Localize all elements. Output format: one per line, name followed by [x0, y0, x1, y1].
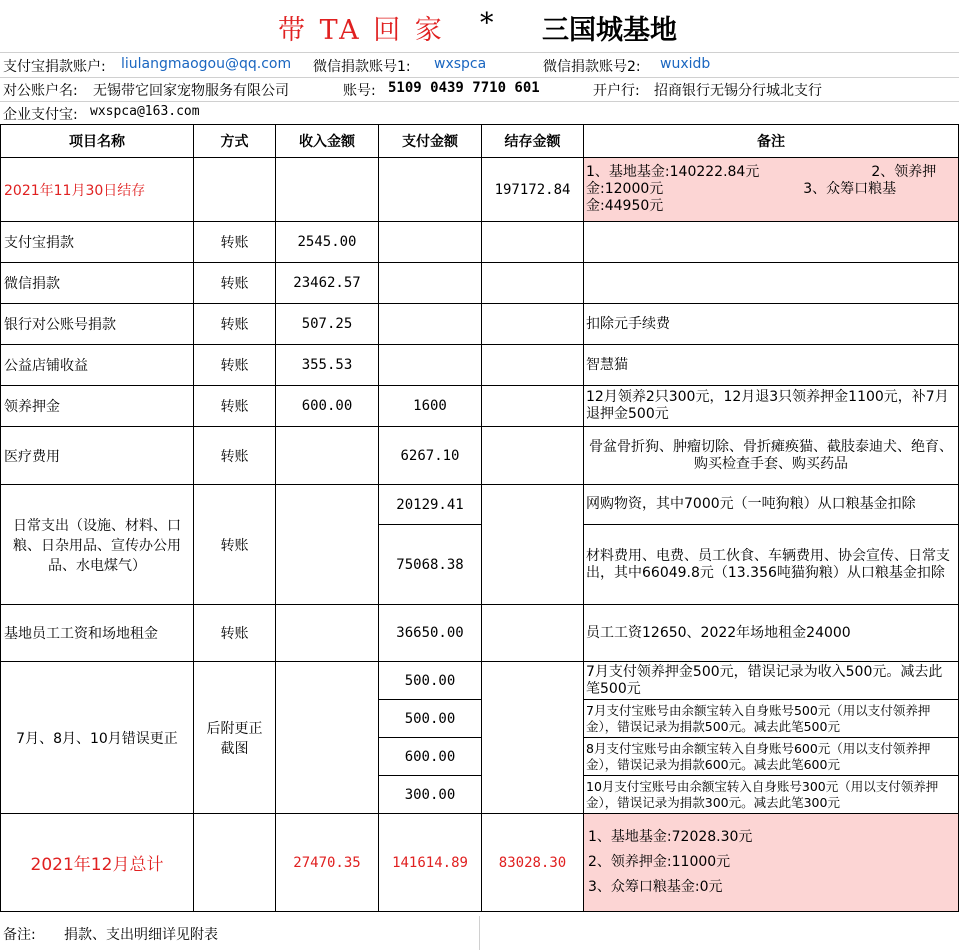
ent-alipay-account: wxspca@163.com — [90, 104, 200, 119]
table-row — [1, 605, 959, 662]
header-income: 收入金额 — [276, 125, 379, 158]
row-method: 转账 — [194, 485, 276, 605]
row-note: 7月支付宝账号由余额宝转入自身账号500元（用以支付领养押金），错误记录为捐款500元。减去此笔500元 — [584, 700, 959, 738]
finance-table — [0, 124, 959, 912]
carry-over-balance: 197172.84 — [482, 158, 584, 222]
alipay-label: 支付宝捐款账户: — [3, 59, 106, 75]
table-row — [1, 485, 959, 525]
table-row — [1, 427, 959, 485]
row-note: 材料费用、电费、员工伙食、车辆费用、协会宣传、日常支出，其中66049.8元（13.356吨猫狗粮）从口粮基金扣除 — [584, 525, 959, 605]
account-number: 5109 0439 7710 601 — [388, 80, 540, 96]
row-name: 银行对公账号捐款 — [1, 304, 194, 345]
row-method: 转账 — [194, 222, 276, 263]
title-bar — [0, 0, 959, 53]
bank-label: 开户行: — [593, 83, 640, 99]
total-note-line: 2、领养押金:11000元 — [588, 854, 731, 870]
total-note — [584, 814, 959, 912]
row-payment: 75068.38 — [379, 525, 482, 605]
header-note: 备注 — [584, 125, 959, 158]
divider — [479, 916, 480, 950]
row-method: 转账 — [194, 605, 276, 662]
row-note: 员工工资12650、2022年场地租金24000 — [584, 605, 959, 662]
header-item: 项目名称 — [1, 125, 194, 158]
row-note: 网购物资，其中7000元（一吨狗粮）从口粮基金扣除 — [584, 485, 959, 525]
footer-note — [0, 916, 959, 950]
row-name: 医疗费用 — [1, 427, 194, 485]
total-income: 27470.35 — [276, 814, 379, 912]
row-payment: 600.00 — [379, 738, 482, 776]
title-star: * — [480, 8, 494, 39]
header-payment: 支付金额 — [379, 125, 482, 158]
footer-text: 捐款、支出明细详见附表 — [64, 927, 218, 943]
row-method: 转账 — [194, 263, 276, 304]
row-note: 扣除元手续费 — [584, 304, 959, 345]
total-row — [1, 814, 959, 912]
row-method: 转账 — [194, 427, 276, 485]
bank-name: 招商银行无锡分行城北支行 — [654, 83, 822, 99]
carry-over-name: 2021年11月30日结存 — [1, 158, 194, 222]
row-payment: 6267.10 — [379, 427, 482, 485]
total-balance: 83028.30 — [482, 814, 584, 912]
table-row — [1, 386, 959, 427]
row-note: 7月支付领养押金500元，错误记录为收入500元。减去此笔500元 — [584, 662, 959, 700]
row-name: 支付宝捐款 — [1, 222, 194, 263]
carry-over-note: 1、基地基金:140222.84元 2、领养押金:12000元 3、众筹口粮基金:44950元 — [584, 158, 959, 222]
total-payment: 141614.89 — [379, 814, 482, 912]
footer-label: 备注: — [3, 927, 36, 943]
total-name: 2021年12月总计 — [1, 814, 194, 912]
table-row — [1, 263, 959, 304]
row-note: 8月支付宝账号由余额宝转入自身账号600元（用以支付领养押金），错误记录为捐款600元。减去此笔600元 — [584, 738, 959, 776]
table-header-row — [1, 125, 959, 158]
row-name: 基地员工工资和场地租金 — [1, 605, 194, 662]
row-name: 公益店铺收益 — [1, 345, 194, 386]
row-income: 355.53 — [276, 345, 379, 386]
donation-accounts-row — [0, 53, 959, 78]
row-method: 转账 — [194, 304, 276, 345]
row-income: 507.25 — [276, 304, 379, 345]
row-name: 微信捐款 — [1, 263, 194, 304]
row-method: 转账 — [194, 386, 276, 427]
alipay-account: liulangmaogou@qq.com — [121, 56, 292, 72]
table-row — [1, 304, 959, 345]
row-payment: 20129.41 — [379, 485, 482, 525]
row-method: 后附更正截图 — [194, 662, 276, 814]
row-payment: 36650.00 — [379, 605, 482, 662]
row-method: 转账 — [194, 345, 276, 386]
wechat2-label: 微信捐款账号2: — [543, 59, 641, 75]
wechat2-account: wuxidb — [660, 56, 711, 72]
row-note: 骨盆骨折狗、肿瘤切除、骨折瘫痪猫、截肢泰迪犬、绝育、购买检查手套、购买药品 — [584, 427, 959, 485]
row-income: 2545.00 — [276, 222, 379, 263]
header-method: 方式 — [194, 125, 276, 158]
row-payment: 500.00 — [379, 700, 482, 738]
row-payment: 500.00 — [379, 662, 482, 700]
row-payment: 300.00 — [379, 776, 482, 814]
table-row — [1, 222, 959, 263]
account-label: 账号: — [343, 83, 376, 99]
enterprise-alipay-row — [0, 101, 959, 125]
title-base: 三国城基地 — [542, 15, 677, 46]
row-note: 智慧猫 — [584, 345, 959, 386]
wechat1-account: wxspca — [434, 56, 487, 72]
table-row — [1, 345, 959, 386]
wechat1-label: 微信捐款账号1: — [313, 59, 411, 75]
table-row — [1, 662, 959, 700]
row-name: 日常支出（设施、材料、口粮、日杂用品、宣传办公用品、水电煤气） — [1, 485, 194, 605]
row-payment: 1600 — [379, 386, 482, 427]
row-name: 领养押金 — [1, 386, 194, 427]
row-name: 7月、8月、10月错误更正 — [1, 662, 194, 814]
corporate-account-row — [0, 77, 959, 102]
ent-alipay-label: 企业支付宝: — [3, 107, 78, 123]
table-row — [1, 158, 959, 222]
corp-name-label: 对公账户名: — [3, 83, 78, 99]
total-note-line: 1、基地基金:72028.30元 — [588, 829, 753, 845]
total-note-line: 3、众筹口粮基金:0元 — [588, 879, 723, 895]
header-balance: 结存金额 — [482, 125, 584, 158]
row-income: 23462.57 — [276, 263, 379, 304]
corp-name: 无锡带它回家宠物服务有限公司 — [93, 83, 289, 99]
row-income: 600.00 — [276, 386, 379, 427]
row-note: 12月领养2只300元，12月退3只领养押金1100元，补7月退押金500元 — [584, 386, 959, 427]
row-note: 10月支付宝账号由余额宝转入自身账号300元（用以支付领养押金），错误记录为捐款300元。减去此笔300元 — [584, 776, 959, 814]
title-brand: 带 TA 回 家 — [278, 15, 445, 46]
